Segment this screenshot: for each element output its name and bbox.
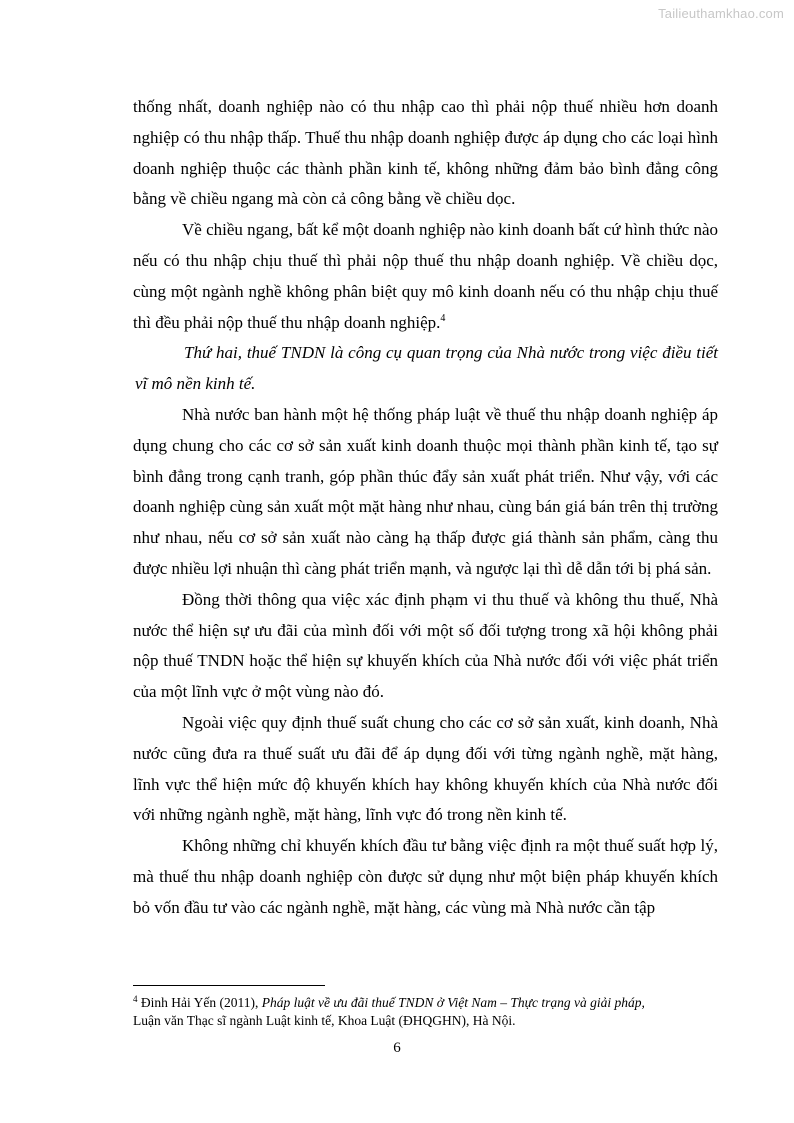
section-heading-italic: Thứ hai, thuế TNDN là công cụ quan trọng của Nhà nước trong việc điều tiết vĩ mô nền kinh tế. xyxy=(135,343,718,394)
footnote-details: Luận văn Thạc sĩ ngành Luật kinh tế, Khoa Luật (ĐHQGHN), Hà Nội. xyxy=(133,1013,516,1028)
main-text xyxy=(133,92,718,924)
paragraph-2-text: Về chiều ngang, bất kể một doanh nghiệp nào kinh doanh bất cứ hình thức nào nếu có thu nhập chịu thuế thì phải nộp thuế thu nhập doanh nghiệp. Về chiều dọc, cùng một ngành nghề không phân biệt quy mô kinh doanh nếu có thu nhập chịu thuế thì đều phải nộp thuế thu nhập doanh nghiệp. xyxy=(133,220,718,332)
paragraph-2 xyxy=(133,215,718,338)
footnote xyxy=(133,994,733,1030)
paragraph-5: Đồng thời thông qua việc xác định phạm vi thu thuế và không thu thuế, Nhà nước thể hiện sự ưu đãi của mình đối với một số đối tượng trong xã hội không phải nộp thuế TNDN hoặc thể hiện sự khuyến khích của Nhà nước đối với việc phát triển của một lĩnh vực ở một vùng nào đó. xyxy=(133,589,718,702)
footnote-divider xyxy=(133,985,325,986)
paragraph-4: Nhà nước ban hành một hệ thống pháp luật về thuế thu nhập doanh nghiệp áp dụng chung cho các cơ sở sản xuất kinh doanh thuộc mọi thành phần kinh tế, tạo sự bình đẳng trong cạnh tranh, góp phần thúc đẩy sản xuất phát triển. Như vậy, với các doanh nghiệp cùng sản xuất một mặt hàng như nhau, cùng bán giá bán trên thị trường như nhau, nếu cơ sở sản xuất nào càng hạ thấp được giá thành sản phẩm, càng thu được nhiều lợi nhuận thì càng phát triển mạnh, và ngược lại thì dễ dẫn tới bị phá sản. xyxy=(133,404,718,578)
paragraph-1: thống nhất, doanh nghiệp nào có thu nhập cao thì phải nộp thuế nhiều hơn doanh nghiệp có thu nhập thấp. Thuế thu nhập doanh nghiệp được áp dụng cho các loại hình doanh nghiệp thuộc các thành phần kinh tế, không những đảm bảo bình đẳng công bằng về chiều ngang mà còn cả công bằng về chiều dọc. xyxy=(133,97,718,209)
watermark: Tailieuthamkhao.com xyxy=(658,6,784,21)
footnote-author: Đinh Hải Yến (2011), xyxy=(140,995,262,1010)
footnote-reference: 4 xyxy=(440,312,446,324)
paragraph-6: Ngoài việc quy định thuế suất chung cho các cơ sở sản xuất, kinh doanh, Nhà nước cũng đưa ra thuế suất ưu đãi để áp dụng đối với từng ngành nghề, mặt hàng, lĩnh vực thể hiện mức độ khuyến khích hay không khuyến khích của Nhà nước đối với những ngành nghề, mặt hàng, lĩnh vực đó trong nền kinh tế. xyxy=(133,712,718,825)
page-number: 6 xyxy=(393,1040,401,1056)
paragraph-7: Không những chỉ khuyến khích đầu tư bằng việc định ra một thuế suất hợp lý, mà thuế thu nhập doanh nghiệp còn được sử dụng như một biện pháp khuyến khích bỏ vốn đầu tư vào các ngành nghề, mặt hàng, các vùng mà Nhà nước cần tập xyxy=(133,836,718,917)
footnote-number: 4 xyxy=(133,994,138,1004)
footnote-title: Pháp luật về ưu đãi thuế TNDN ở Việt Nam – Thực trạng và giải pháp, xyxy=(261,995,645,1010)
